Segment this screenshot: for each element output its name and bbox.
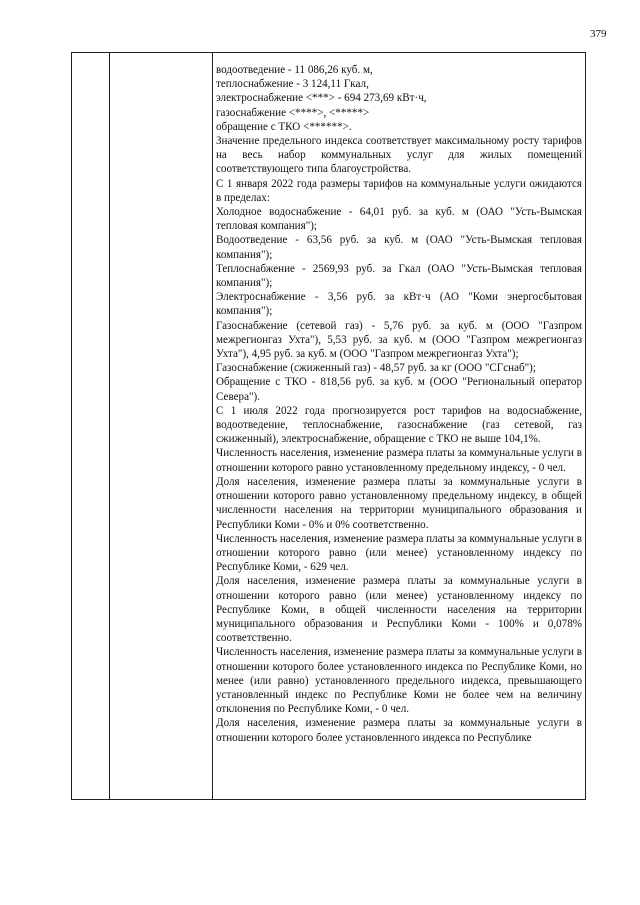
paragraph: С 1 января 2022 года размеры тарифов на коммунальные услуги ожидаются в пределах: (216, 177, 582, 204)
volume-line-heat-supply: теплоснабжение - 3 124,11 Гкал, (216, 78, 369, 91)
volume-line-electricity: электроснабжение <***> - 694 273,69 кВт·ч, (216, 92, 427, 105)
document-table (71, 52, 586, 800)
tariff-liquefied-gas: Газоснабжение (сжиженный газ) - 48,57 руб. за кг (ООО "СГснаб"); (216, 362, 536, 375)
paragraph: Численность населения, изменение размера платы за коммунальные услуги в отношении которого равно установленному предельному индексу, - 0 чел. (216, 447, 582, 474)
tariff-network-gas: Газоснабжение (сетевой газ) - 5,76 руб. за куб. м (ООО "Газпром межрегионгаз Ухта"), 5,53 руб. за куб. м (ООО "Газпром межрегионгаз Ухта"), 4,95 руб. за куб. м (ООО "Газпром межрегионгаз Ухта"); (216, 319, 582, 361)
table-content-cell (216, 63, 582, 745)
paragraph: С 1 июля 2022 года прогнозируется рост тарифов на водоснабжение, водоотведение, теплоснабжение, газоснабжение (газ сетевой, газ сжиженный), электроснабжение, обращение с ТКО не выше 104,1%. (216, 404, 582, 446)
paragraph: Численность населения, изменение размера платы за коммунальные услуги в отношении которого более установленного индекса по Республике Коми, но менее (или равно) установленного предельного индекса, превышающего установленный индекс по Республике Коми не более чем на величину отклонения по Республике Коми, - 0 чел. (216, 646, 582, 716)
tariff-water-disposal: Водоотведение - 63,56 руб. за куб. м (ОАО "Усть-Вымская тепловая компания"); (216, 234, 582, 261)
page-number: 379 (590, 28, 607, 40)
paragraph: Значение предельного индекса соответствует максимальному росту тарифов на весь набор коммунальных услуг для жилых помещений соответствующего типа благоустройства. (216, 135, 582, 176)
volume-line-water-disposal: водоотведение - 11 086,26 куб. м, (216, 64, 373, 76)
tariff-cold-water: Холодное водоснабжение - 64,01 руб. за куб. м (ОАО "Усть-Вымская тепловая компания"); (216, 206, 582, 233)
paragraph: Численность населения, изменение размера платы за коммунальные услуги в отношении которого равно (или менее) установленному индексу по Республике Коми, - 629 чел. (216, 532, 582, 574)
paragraph: Доля населения, изменение размера платы за коммунальные услуги в отношении которого равно установленному предельному индексу, в общей численности населения на территории муниципального образования и Республики Коми - 0% и 0% соответственно. (216, 475, 582, 531)
volume-line-gas: газоснабжение <****>, <*****> (216, 106, 370, 119)
paragraph: Доля населения, изменение размера платы за коммунальные услуги в отношении которого равно (или менее) установленному индексу по Республике Коми, в общей численности населения на территории муниципального образования и Республики Коми - 100% и 0,078% соответственно. (216, 575, 582, 645)
tariff-heat-supply: Теплоснабжение - 2569,93 руб. за Гкал (ОАО "Усть-Вымская тепловая компания"); (216, 262, 582, 290)
tariff-waste: Обращение с ТКО - 818,56 руб. за куб. м (ООО "Региональный оператор Севера"). (216, 376, 582, 403)
tariff-electricity: Электроснабжение - 3,56 руб. за кВт·ч (АО "Коми энергосбытовая компания"); (216, 291, 582, 318)
paragraph: Доля населения, изменение размера платы за коммунальные услуги в отношении которого более установленного индекса по Республике (216, 717, 582, 744)
column-divider (109, 53, 110, 799)
column-divider (212, 53, 213, 799)
volume-line-waste: обращение с ТКО <******>. (216, 120, 352, 133)
